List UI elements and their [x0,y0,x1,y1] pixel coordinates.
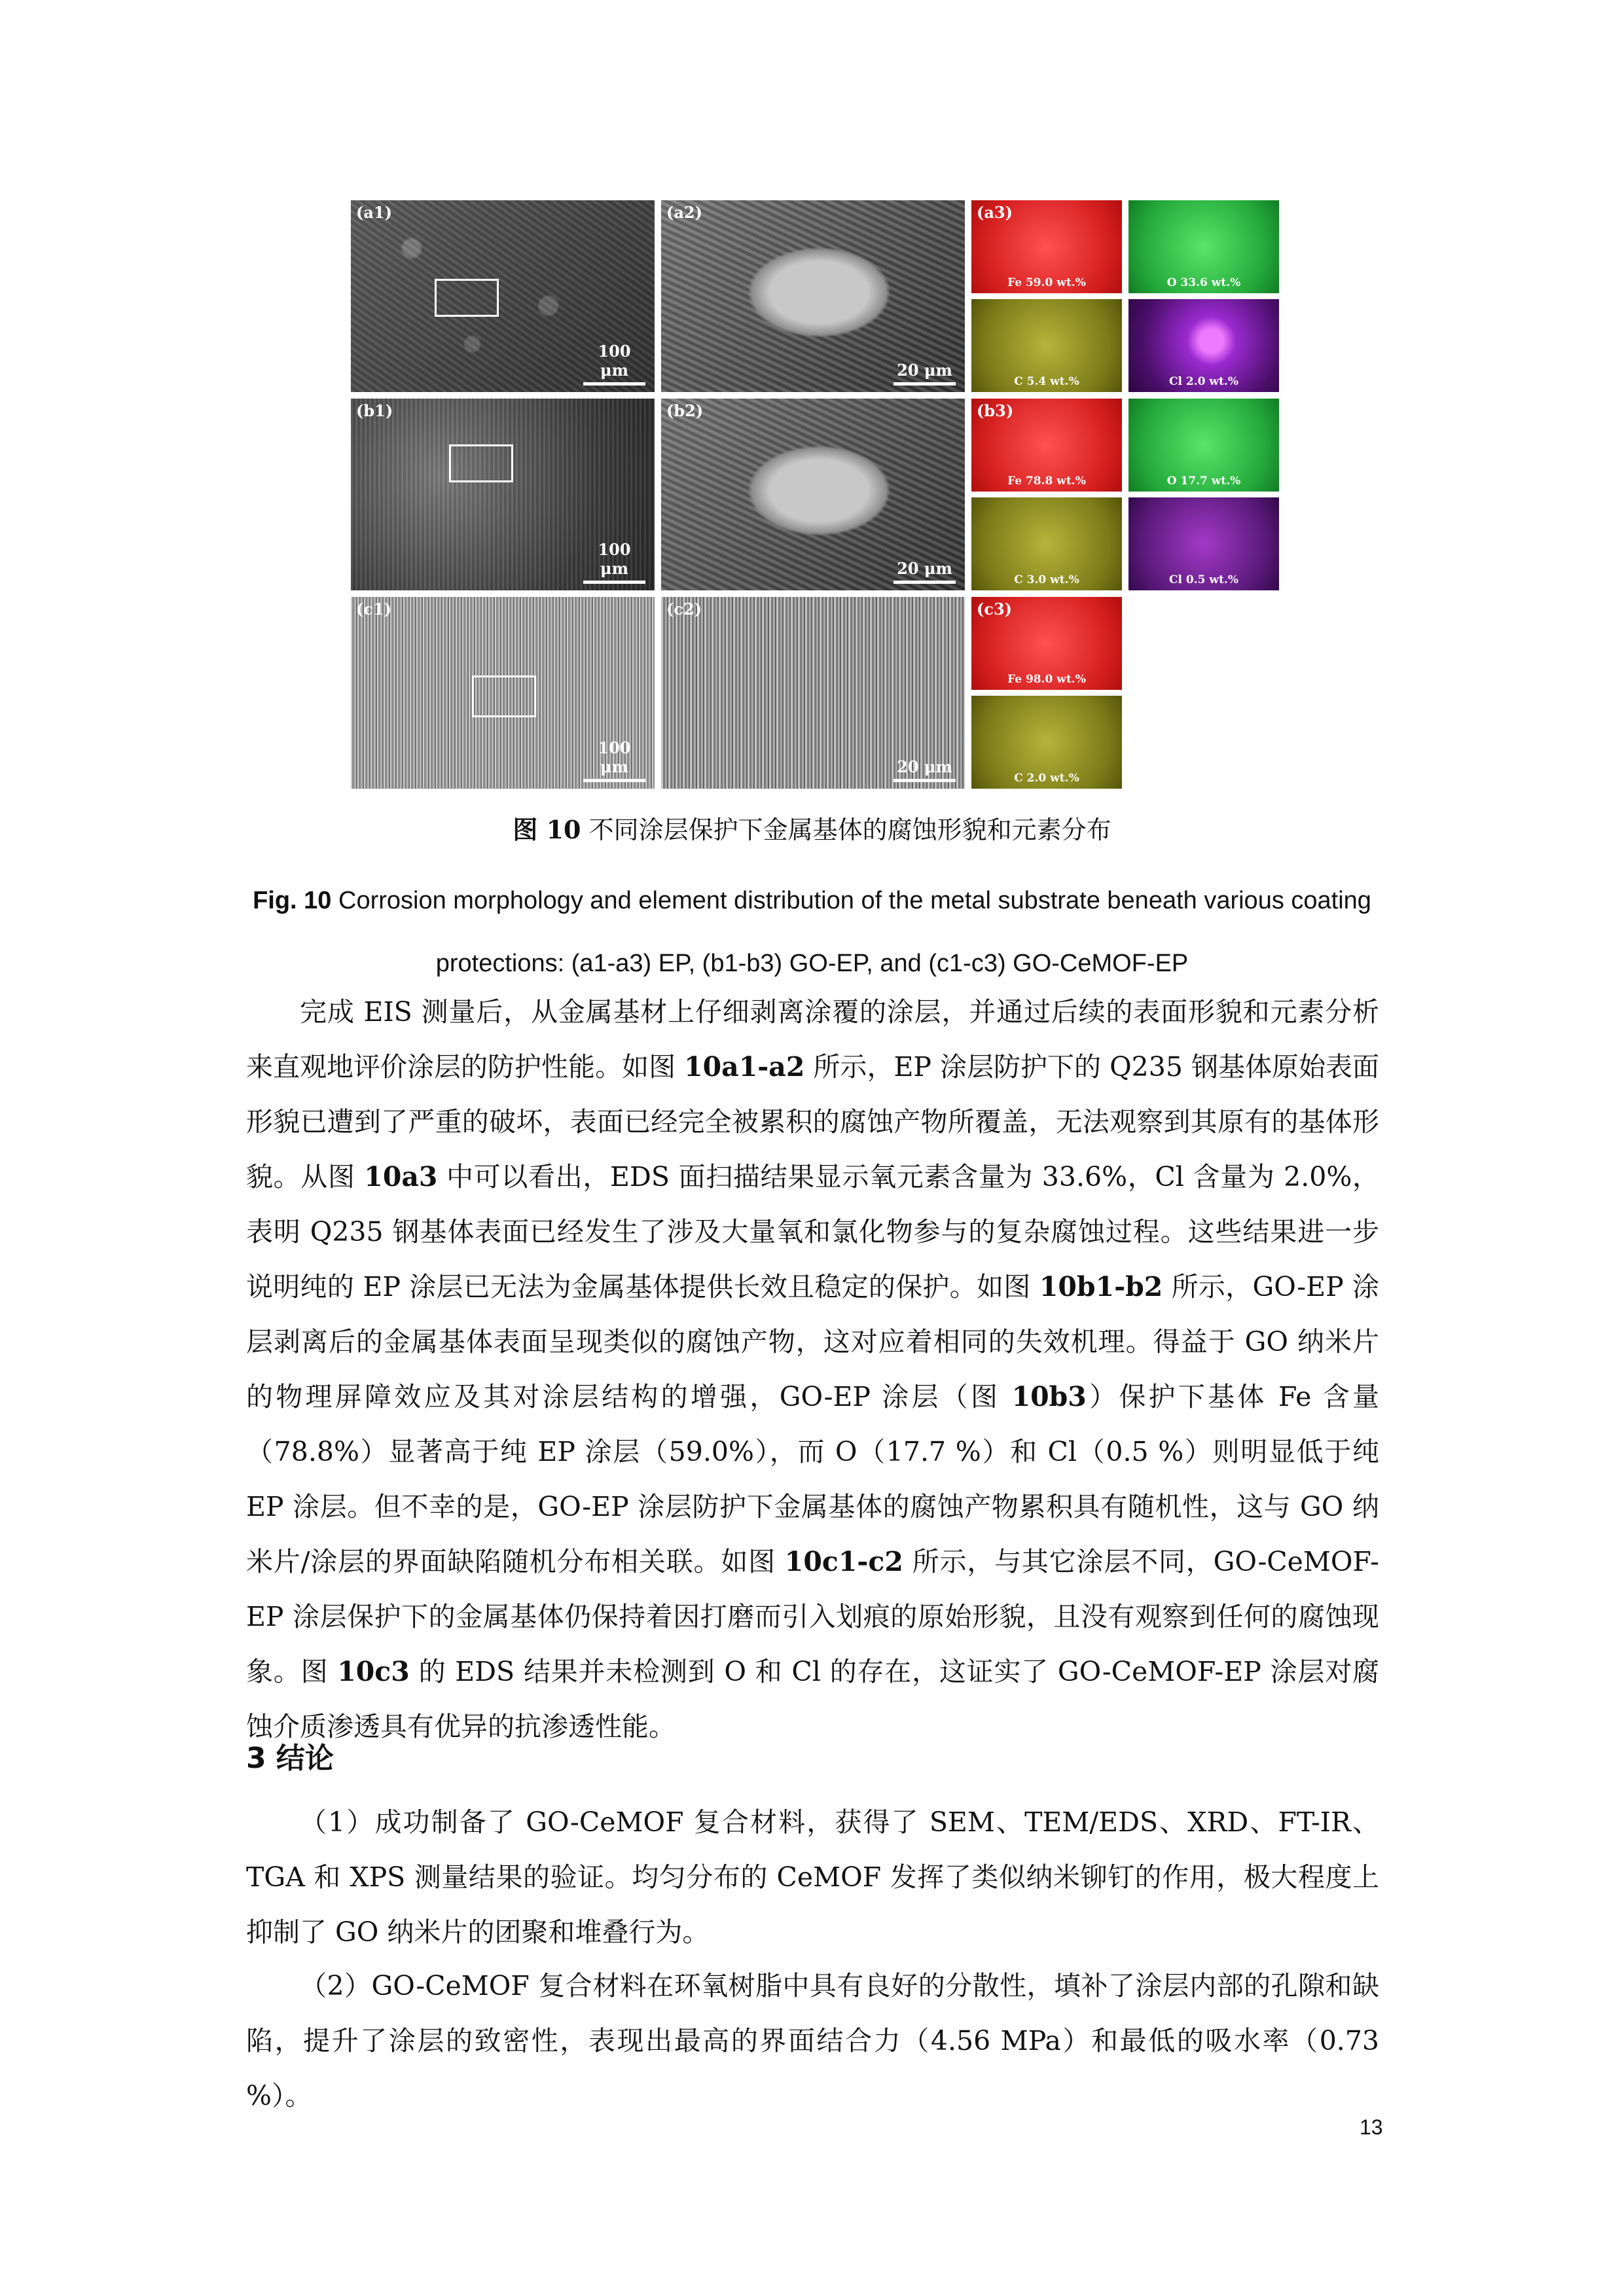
panel-b3-c-map [971,497,1122,590]
panel-label: (a2) [666,203,702,222]
map-label: Fe 98.0 wt.% [1007,673,1086,686]
panel-label: (c3) [977,600,1013,619]
panel-a3-o-map [1128,200,1279,293]
panel-c2 [661,597,965,789]
map-label: C 2.0 wt.% [1014,772,1079,785]
figure-ref: 10b3 [1011,1381,1087,1412]
caption-en-text: Corrosion morphology and element distribution of the metal substrate beneath various coating protections: (a1-a3) EP, (b1-b3) GO-EP, and (c1-c3) GO-CeMOF-EP [331,887,1371,977]
map-label: O 17.7 wt.% [1166,475,1241,488]
panel-label: (c1) [356,600,392,619]
panel-c3-c-map [971,696,1122,789]
panel-label: (b1) [356,401,393,420]
caption-cn-text: 不同涂层保护下金属基体的腐蚀形貌和元素分布 [581,816,1111,844]
section-heading-conclusions: 3 结论 [246,1742,334,1775]
conclusion-1: （1）成功制备了 GO-CeMOF 复合材料，获得了 SEM、TEM/EDS、XRD、FT-IR、TGA 和 XPS 测量结果的验证。均匀分布的 CeMOF 发挥了类似纳米铆钉的作用，极大程度上抑制了 GO 纳米片的团聚和堆叠行为。 [246,1806,1379,1948]
map-label: Fe 78.8 wt.% [1007,475,1086,488]
panel-b3-cl-map [1128,497,1279,590]
panel-c3-fe-map [971,597,1122,690]
figure-ref: 10b1-b2 [1039,1271,1163,1302]
scale-bar: 100 μm [583,540,645,584]
zoom-region [472,675,536,717]
panel-c1 [351,597,655,789]
panel-b1 [351,399,655,590]
panel-a3-fe-map [971,200,1122,293]
panel-b2 [661,399,965,590]
map-label: O 33.6 wt.% [1166,276,1241,289]
zoom-region [449,444,513,482]
scale-bar: 100 μm [583,738,645,782]
map-label: C 5.4 wt.% [1014,375,1079,388]
panel-a3-cl-map [1128,299,1279,392]
scale-bar: 100 μm [583,342,645,386]
panel-b3-o-map [1128,399,1279,492]
panel-a2 [661,200,965,392]
scale-bar: 20 μm [893,757,956,782]
panel-label: (b3) [977,401,1014,420]
map-label: C 3.0 wt.% [1014,573,1079,586]
panel-label: (c2) [666,600,702,619]
conclusion-2: （2）GO-CeMOF 复合材料在环氧树脂中具有良好的分散性，填补了涂层内部的孔隙和缺陷，提升了涂层的致密性，表现出最高的界面结合力（4.56 MPa）和最低的吸水率（0.73 %）。 [246,1970,1379,2111]
map-label: Fe 59.0 wt.% [1007,276,1086,289]
page-number: 13 [1360,2115,1383,2139]
figure-ref: 10c3 [337,1656,410,1687]
figure-ref: 10a1-a2 [684,1051,805,1083]
panel-a1 [351,200,655,392]
figure-ref: 10a3 [364,1161,438,1193]
zoom-region [435,279,499,317]
panel-label: (a1) [356,203,392,222]
caption-cn-prefix: 图 10 [513,815,581,844]
caption-en-prefix: Fig. 10 [253,887,332,914]
figure-caption-en [249,869,1375,995]
figure-ref: 10c1-c2 [784,1546,903,1577]
map-label: Cl 0.5 wt.% [1169,573,1238,586]
results-paragraph: 完成 EIS 测量后，从金属基材上仔细剥离涂覆的涂层，并通过后续的表面形貌和元素分析来直观地评价涂层的防护性能。如图 10a1-a2 所示，EP 涂层防护下的 Q235 钢基体原始表面形貌已遭到了严重的破坏，表面已经完全被累积的腐蚀产物所覆盖，无法观察到其原有的基体形貌。从图 10a3 中可以看出，EDS 面扫描结果显示氧元素含量为 33.6%，Cl 含量为 2.0%，表明 Q235 钢基体表面已经发生了涉及大量氧和氯化物参与的复杂腐蚀过程。这些结果进一步说明纯的 EP 涂层已无法为金属基体提供长效且稳定的保护。如图 10b1-b2 所示，GO-EP 涂层剥离后的金属基体表面呈现类似的腐蚀产物，这对应着相同的失效机理。得益于 GO 纳米片的物理屏障效应及其对涂层结构的增强，GO-EP 涂层（图 10b3）保护下基体 Fe 含量（78.8%）显著高于纯 EP 涂层（59.0%），而 O（17.7 %）和 Cl（0.5 %）则明显低于纯 EP 涂层。但不幸的是，GO-EP 涂层防护下金属基体的腐蚀产物累积具有随机性，这与 GO 纳米片/涂层的界面缺陷随机分布相关联。如图 10c1-c2 所示，与其它涂层不同，GO-CeMOF-EP 涂层保护下的金属基体仍保持着因打磨而引入划痕的原始形貌，且没有观察到任何的腐蚀现象。图 10c3 的 EDS 结果并未检测到 O 和 Cl 的存在，这证实了 GO-CeMOF-EP 涂层对腐蚀介质渗透具有优异的抗渗透性能。 [246,996,1380,1742]
panel-label: (b2) [666,401,704,420]
scale-bar: 20 μm [893,361,956,386]
panel-a3-c-map [971,299,1122,392]
figure-caption-cn [0,814,1624,846]
map-label: Cl 2.0 wt.% [1169,375,1238,388]
figure-10 [351,200,1280,793]
panel-b3-fe-map [971,399,1122,492]
scale-bar: 20 μm [893,559,956,584]
panel-label: (a3) [977,203,1013,222]
